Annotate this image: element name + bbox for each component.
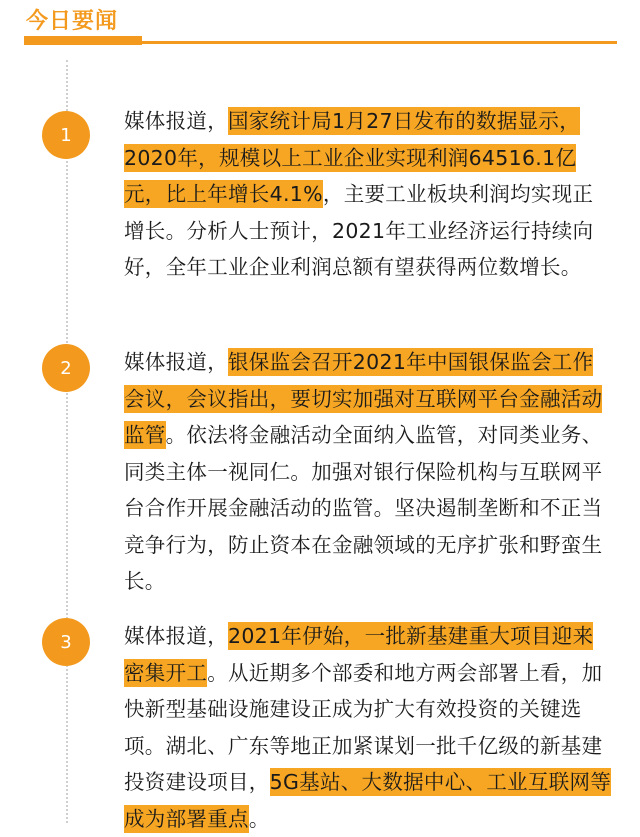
news-body: ，主要工业板块利润均实现正增长。分析人士预计，2021年工业经济运行持续向好，全年工业企业利润总额有望获得两位数增长。 [124,182,594,279]
news-highlight-2: 5G基站、大数据中心、工业互联网等成为部署重点 [124,770,612,831]
title-underline-line [142,41,617,44]
news-body: 。从近期多个部委和地方两会部署上看，加快新型基础设施建设正成为扩大有效投资的关键选项。湖北、广东等地正加紧谋划一批千亿级的新基建投资建设项目， [124,660,603,794]
section-header [0,0,640,48]
news-highlight: 银保监会召开2021年中国银保监会工作会议，会议指出，要切实加强对互联网平台金融活动监管 [124,350,603,447]
number-badge: 1 [42,111,90,159]
title-underline-bar [24,36,142,45]
section-title: 今日要闻 [26,9,119,34]
number-badge: 2 [42,344,90,392]
news-prefix: 媒体报道， [124,350,228,374]
news-text [124,344,614,600]
news-prefix: 媒体报道， [124,624,228,648]
news-prefix: 媒体报道， [124,109,228,133]
timeline-dotted-line [66,60,68,823]
news-highlight: 国家统计局1月27日发布的数据显示，2020年，规模以上工业企业实现利润64516.1亿元，比上年增长4.1% [124,109,581,206]
number-badge: 3 [42,618,90,666]
news-highlight: 2021年伊始，一批新基建重大项目迎来密集开工 [124,624,594,685]
news-text [124,103,614,286]
news-end: 。 [248,806,270,831]
news-body: 。依法将金融活动全面纳入监管，对同类业务、同类主体一视同仁。加强对银行保险机构与互联网平台合作开展金融活动的监管。坚决遏制垄断和不正当竞争行为，防止资本在金融领域的无序扩张和野蛮生长。 [124,423,603,593]
news-text [124,618,614,837]
